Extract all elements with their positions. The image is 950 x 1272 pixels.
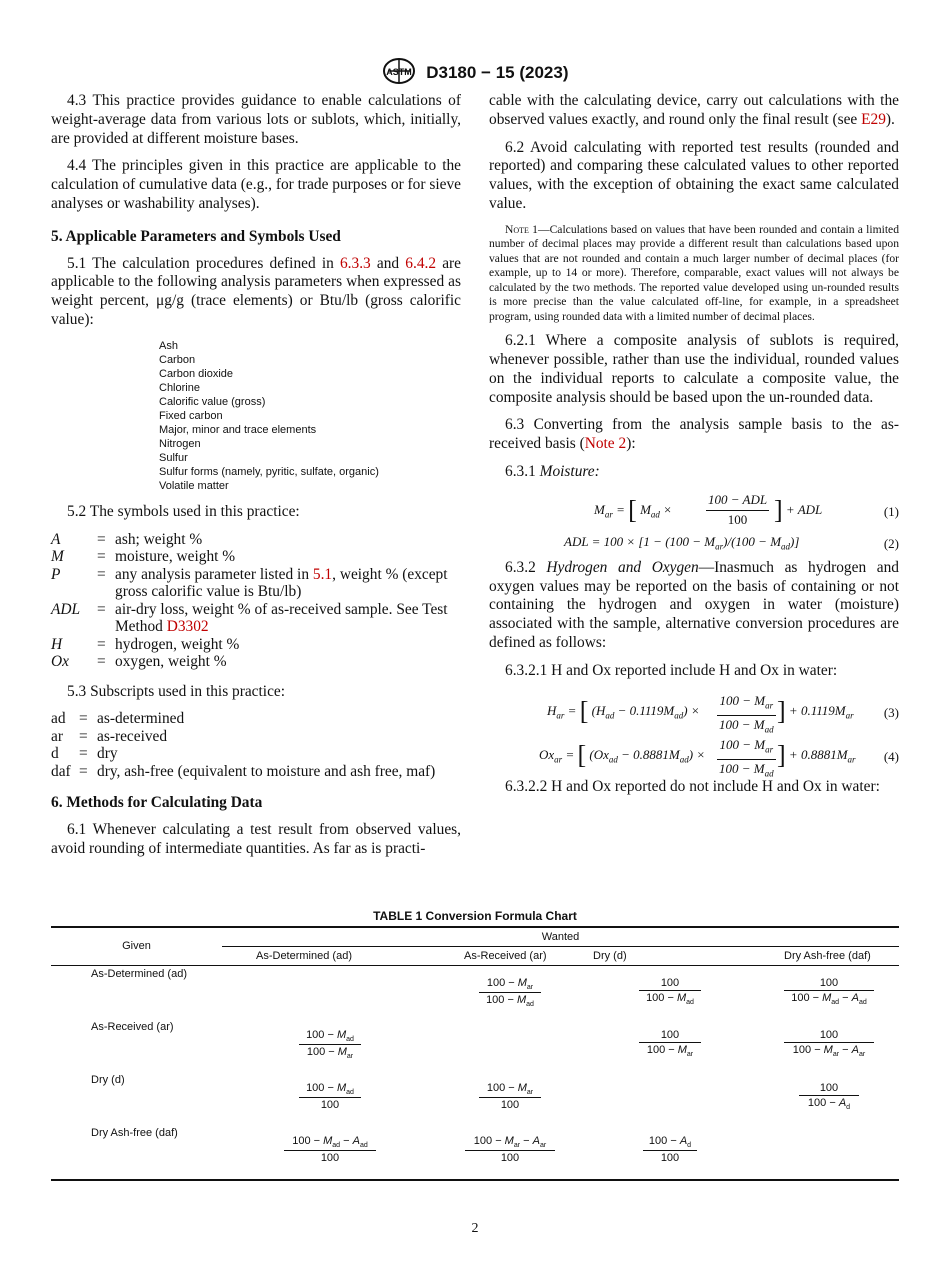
paragraph-6-3-2: 6.3.2 Hydrogen and Oxygen—Inasmuch as hydrogen and oxygen values may be reported on the basis of containing or not containing the hydrogen and oxygen in water (moisture) associated with the sample, alternative conversion procedures are defined as follows: (489, 558, 899, 652)
list-item: Volatile matter (159, 479, 229, 492)
page-header (0, 58, 950, 89)
table-title: TABLE 1 Conversion Formula Chart (373, 909, 577, 923)
table-row: M = moisture, weight % (51, 548, 236, 566)
row-header-daf: Dry Ash-free (daf) (91, 1127, 178, 1139)
given-header: Given (122, 940, 151, 952)
table-row: H = hydrogen, weight % (51, 635, 240, 653)
paragraph-6-3: 6.3 Converting from the analysis sample basis to the as-received basis (Note 2): (489, 416, 899, 453)
formula-d-to-ar: $100 - M_{ar}$ 100 (479, 1082, 541, 1111)
symbols-table (51, 531, 461, 671)
formula-ad-to-daf: 100 $100 - M_{ad} - A_{ad}$ (784, 977, 874, 1006)
page-number: 2 (471, 1221, 479, 1236)
document-title: D3180 − 15 (2023) (426, 62, 569, 82)
formula-daf-to-d: $100 - A_d$ 100 (643, 1135, 697, 1164)
link-d3302[interactable]: D3302 (166, 618, 209, 636)
col-header-ad: As-Determined (ad) (256, 950, 352, 962)
table-bottom-rule (51, 1179, 899, 1181)
paragraph-4-3: 4.3 This practice provides guidance to enable calculations of weight-average data from various lots or sublots, which, initially, are provided at different moisture bases. (51, 92, 461, 147)
table-row: P = any analysis parameter listed in 5.1, weight % (except gross calorific value is Btu/lb) (51, 565, 448, 601)
link-note-2[interactable]: Note 2 (584, 435, 627, 453)
paragraph-5-3: 5.3 Subscripts used in this practice: (67, 682, 286, 700)
formula-ar-to-daf: 100 $100 - M_{ar} - A_{ar}$ (784, 1029, 874, 1058)
list-item: Sulfur (159, 451, 188, 464)
link-6-4-2[interactable]: 6.4.2 (405, 254, 437, 272)
svg-text:ASTM: ASTM (385, 67, 412, 77)
wanted-header: Wanted (541, 931, 580, 943)
paragraph-5-1: 5.1 The calculation procedures defined in 6.3.3 and 6.4.2 are applicable to the following analysis parameters when expressed as weight percent, μg/g (trace elements) or Btu/lb (gross calorific value): (51, 254, 462, 328)
header-rule (51, 965, 899, 966)
paragraph-6-2: 6.2 Avoid calculating with reported test results (rounded and reported) and comparing these calculated values to other reported values, with the exception of obtaining the exact same calculated value. (489, 138, 899, 212)
col-header-d: Dry (d) (593, 950, 627, 962)
equation-2: ADL = $100 \times [1 - (100 - M_{ar})/(100 - M_{ad})]$ (2) (564, 533, 899, 552)
formula-d-to-ad: $100 - M_{ad}$ 100 (299, 1082, 361, 1111)
table-row: ad = as-determined (51, 710, 185, 728)
list-item: Nitrogen (159, 437, 201, 450)
paragraph-6-1-cont: cable with the calculating device, carry out calculations with the observed values exactly, and round only the final result (see E29). (489, 92, 899, 128)
astm-logo-icon (382, 58, 416, 89)
list-item: Carbon (159, 353, 196, 366)
subscripts-table (51, 710, 435, 780)
table-row: ADL = air-dry loss, weight % of as-received sample. See Test Method D3302 (51, 600, 448, 636)
wanted-rule (222, 946, 899, 947)
table-row: A = ash; weight % (51, 530, 203, 548)
table-row: ar = as-received (51, 727, 168, 745)
left-column (51, 92, 461, 868)
paragraph-4-4: 4.4 The principles given in this practice are applicable to the calculation of cumulative data (e.g., for trade purposes or for sieve analyses or washability analyses). (51, 157, 461, 212)
list-item: Calorific value (gross) (159, 395, 266, 408)
row-header-ar: As-Received (ar) (91, 1021, 174, 1033)
row-header-ad: As-Determined (ad) (91, 968, 187, 980)
list-item: Ash (159, 339, 178, 352)
list-item: Major, minor and trace elements (159, 423, 317, 436)
table-row: Ox = oxygen, weight % (51, 653, 227, 671)
formula-daf-to-ar: $100 - M_{ar} - A_{ar}$ 100 (465, 1135, 555, 1164)
section-6-heading: 6. Methods for Calculating Data (51, 794, 263, 812)
equation-1: $M_{ar}$ = [ $M_{ad}$ × 100 − ADL 100 ] + ADL (1) (594, 491, 899, 527)
table-row: daf = dry, ash-free (equivalent to moisture and ash free, maf) (51, 762, 436, 780)
paragraph-6-1: 6.1 Whenever calculating a test result from observed values, avoid rounding of intermediate quantities. As far as is practi- (51, 821, 461, 857)
col-header-ar: As-Received (ar) (464, 950, 547, 962)
formula-ar-to-d: 100 $100 - M_{ar}$ (639, 1029, 701, 1058)
paragraph-6-2-1: 6.2.1 Where a composite analysis of sublots is required, whenever possible, rather than use the individual, rounded values on the individual reports to calculate a composite value, the composite analysis should be based upon the un-rounded data. (489, 332, 899, 406)
link-6-3-3[interactable]: 6.3.3 (339, 254, 371, 272)
right-column (489, 92, 899, 805)
list-item: Sulfur forms (namely, pyritic, sulfate, organic) (159, 465, 379, 478)
formula-ad-to-ar: $100 - M_{ar}$ $100 - M_{ad}$ (479, 977, 541, 1008)
formula-ad-to-d: 100 $100 - M_{ad}$ (639, 977, 701, 1006)
parameter-list (159, 339, 461, 493)
list-item: Carbon dioxide (159, 367, 233, 380)
paragraph-6-3-1: 6.3.1 Moisture: (505, 463, 600, 481)
link-e29[interactable]: E29 (861, 110, 886, 128)
list-item: Fixed carbon (159, 409, 223, 422)
formula-daf-to-ad: $100 - M_{ad} - A_{ad}$ 100 (284, 1135, 376, 1164)
link-5-1[interactable]: 5.1 (312, 565, 333, 583)
formula-ar-to-ad: $100 - M_{ad}$ $100 - M_{ar}$ (299, 1029, 361, 1060)
list-item: Chlorine (159, 381, 200, 394)
conversion-table (51, 926, 899, 1182)
col-header-daf: Dry Ash-free (daf) (784, 950, 871, 962)
paragraph-5-2: 5.2 The symbols used in this practice: (67, 502, 300, 520)
row-header-d: Dry (d) (91, 1074, 125, 1086)
paragraph-6-3-2-2: 6.3.2.2 H and Ox reported do not include H and Ox in water: (505, 777, 880, 795)
paragraph-6-3-2-1: 6.3.2.1 H and Ox reported include H and Ox in water: (505, 661, 838, 679)
table-top-rule (51, 926, 899, 928)
equation-3: $H_{ar}$ = [ $(H_{ad} - 0.1119M_{ad})$ × $100 - M_{ar}$ $100 - M_{ad}$ ] + $0.1119M_{ar}$ (3) (547, 692, 899, 735)
note-1: Note 1—Calculations based on values that have been rounded and contain a limited number of decimal places may provide a different result than calculations based upon values that are not rounded and contain a much larger number of decimal places (for example, up to 14 or more). Therefore, comparable, exact values will not always be calculated by the two methods. The reported value developed using un-rounded results is more precise than the value calculated off-line, for example, in a spreadsheet program, using rounded data with a limited number of decimal places. (489, 222, 899, 323)
equation-4: $Ox_{ar}$ = [ $(Ox_{ad} - 0.8881M_{ad})$ × $100 - M_{ar}$ $100 - M_{ad}$ ] + $0.8881M_{ar}$ (4) (539, 736, 899, 779)
formula-d-to-daf: 100 $100 - A_d$ (799, 1082, 859, 1111)
section-5-heading: 5. Applicable Parameters and Symbols Used (51, 227, 341, 245)
table-row: d = dry (51, 745, 118, 763)
